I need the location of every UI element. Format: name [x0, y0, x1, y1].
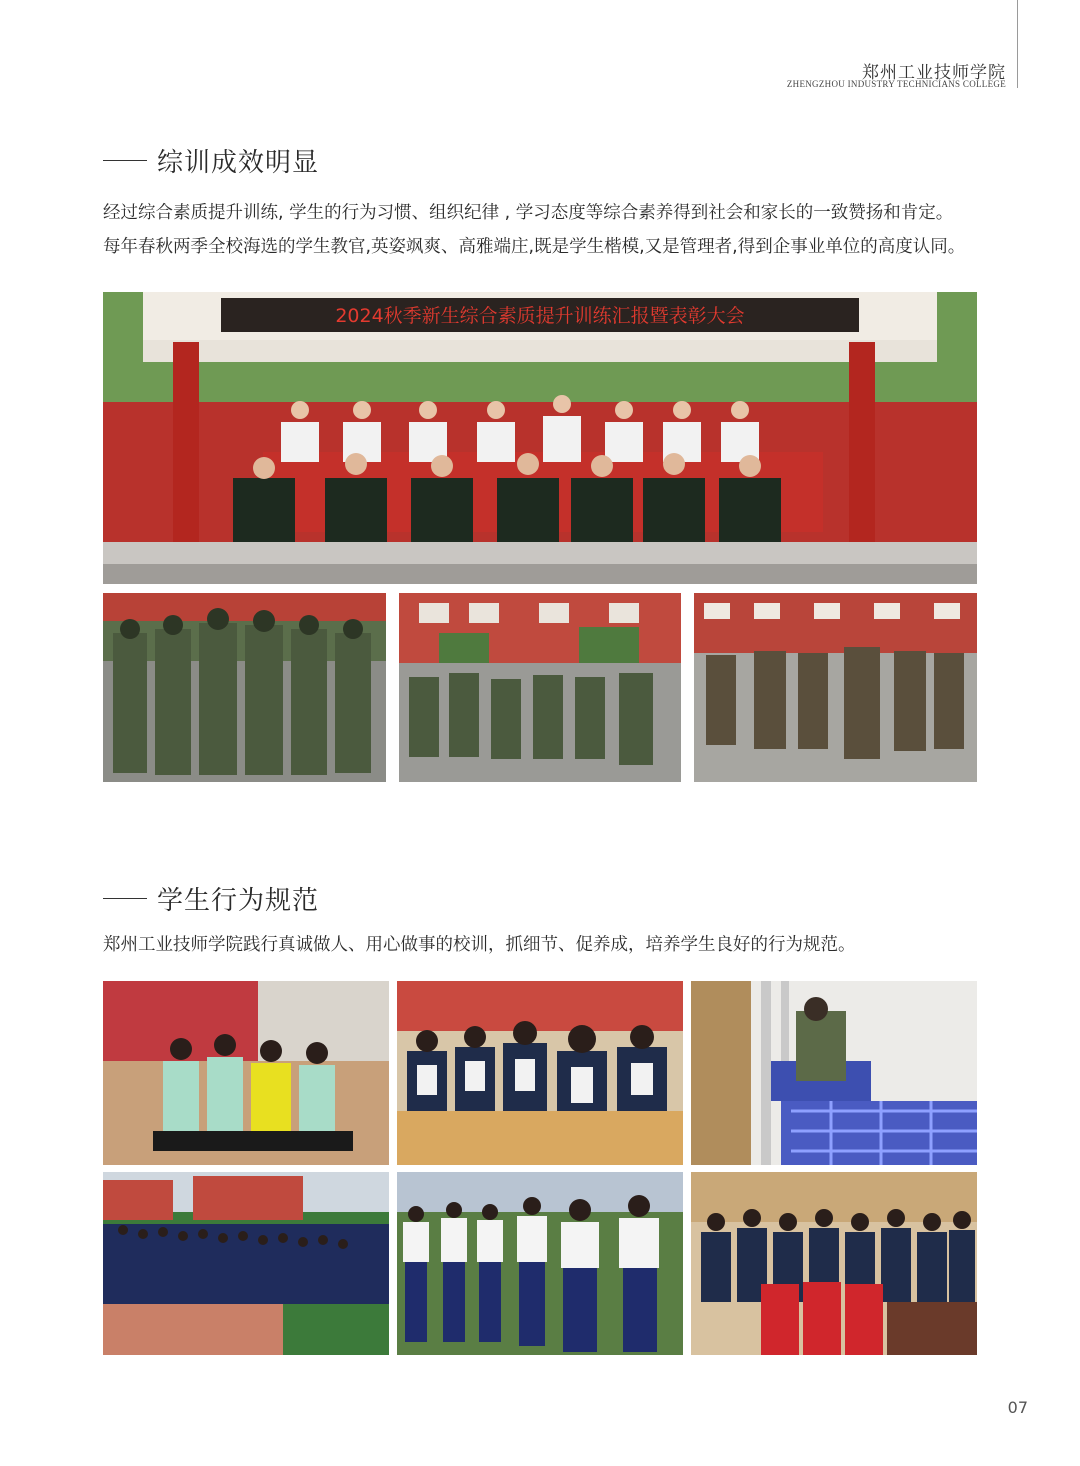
school-name-cn: 郑州工业技师学院: [862, 63, 1006, 83]
photo-standing-students: [397, 1172, 683, 1355]
section-paragraph-behavior: 郑州工业技师学院践行真诚做人、用心做事的校训，抓细节、促养成，培养学生良好的行为规范。: [103, 935, 856, 955]
section-title-behavior: [103, 880, 319, 917]
banner-led-text: 2024秋季新生综合素质提升训练汇报暨表彰大会: [335, 305, 745, 327]
section-paragraph-training: [103, 196, 1003, 264]
section-title-text: 学生行为规范: [157, 886, 320, 916]
photo-auditorium: [691, 1172, 977, 1355]
header-divider: [1017, 0, 1018, 88]
page-number: 07: [1007, 1398, 1028, 1417]
photo-marching-3: [694, 593, 977, 782]
photo-assembly-field: [103, 1172, 389, 1355]
section-title-training: [103, 142, 319, 179]
photo-dance-class: [103, 981, 389, 1165]
section-title-text: 综训成效明显: [157, 148, 320, 178]
school-name-en: ZHENGZHOU INDUSTRY TECHNICIANS COLLEGE: [786, 79, 1006, 89]
photo-marching-1: [103, 593, 386, 782]
title-dash: [103, 160, 147, 162]
photo-classroom: [397, 981, 683, 1165]
paragraph-line: 经过综合素质提升训练, 学生的行为习惯、组织纪律 , 学习态度等综合素养得到社会和家长的一致赞扬和肯定。: [103, 203, 954, 223]
photo-dormitory: [691, 981, 977, 1165]
photo-marching-2: [399, 593, 681, 782]
paragraph-line: 每年春秋两季全校海选的学生教官,英姿飒爽、高雅端庄,既是学生楷模,又是管理者,得到企事业单位的高度认同。: [103, 237, 966, 257]
photo-ceremony: [103, 292, 977, 584]
title-dash: [103, 898, 147, 900]
